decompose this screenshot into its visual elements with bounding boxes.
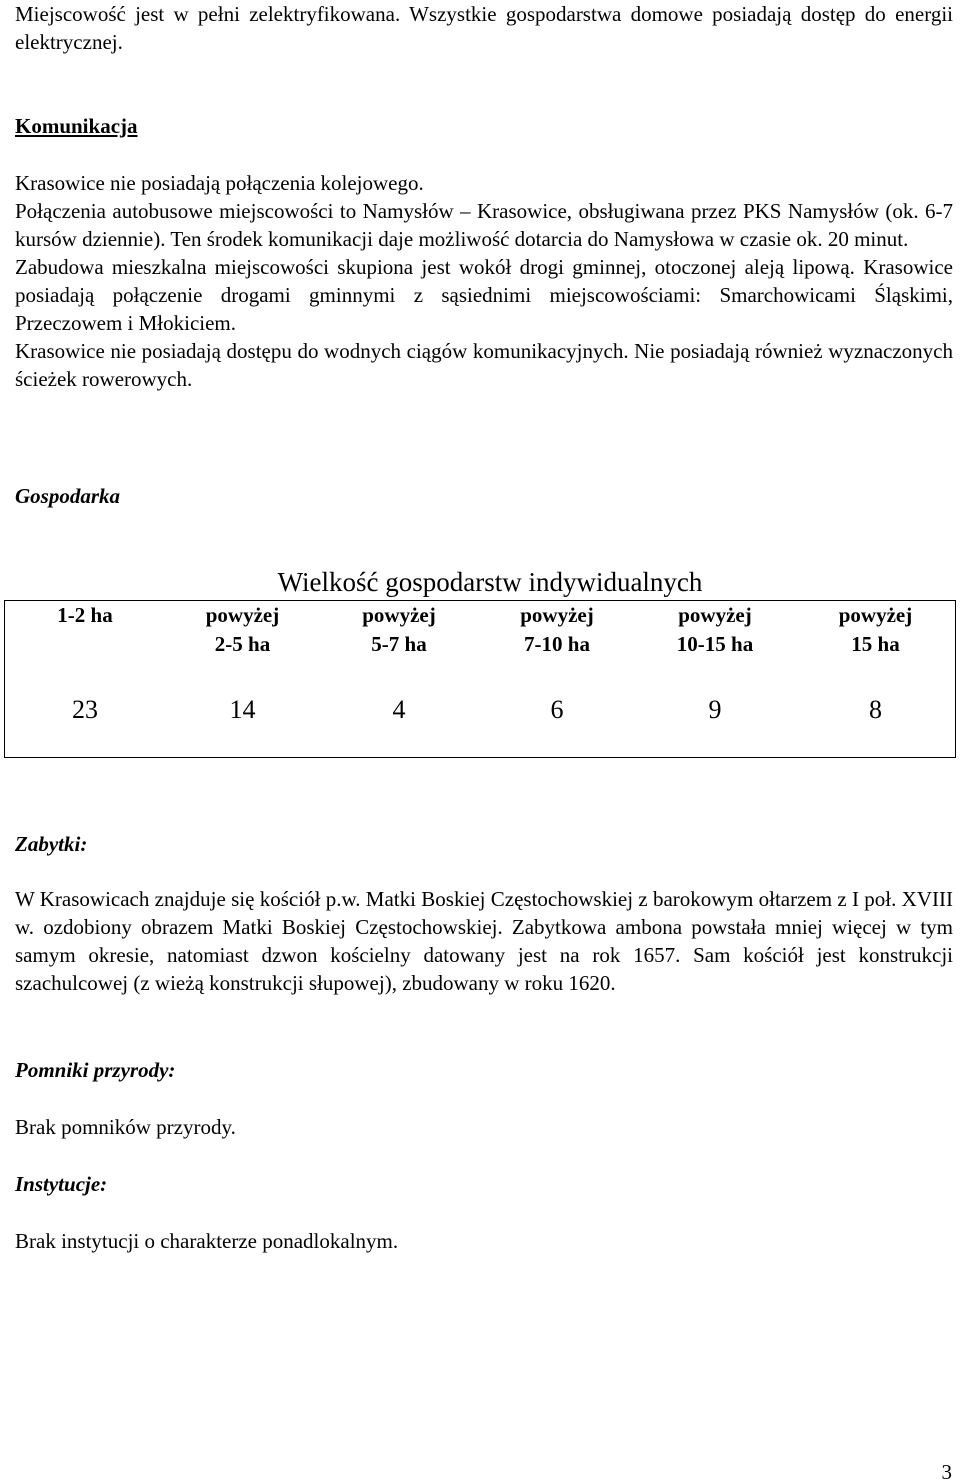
farm-size-table	[4, 565, 956, 759]
gospodarka-heading	[15, 482, 953, 510]
electricity-section	[15, 0, 953, 56]
instytucje-section	[15, 1227, 953, 1255]
instytucje-paragraph: Brak instytucji o charakterze ponadlokalnym.	[15, 1229, 399, 1253]
zabytki-title: Zabytki:	[15, 832, 88, 856]
gospodarka-title: Gospodarka	[15, 484, 121, 508]
page-number: 3	[941, 1460, 952, 1484]
table-cell: 23	[72, 695, 98, 724]
column-header-line2: 5-7 ha	[371, 632, 427, 656]
column-header	[636, 601, 794, 659]
zabytki-section	[15, 885, 953, 997]
column-header-line2: 10-15 ha	[676, 632, 754, 656]
column-header-line1: powyżej	[838, 603, 913, 627]
pomniki-section	[15, 1113, 953, 1141]
column-header-line1: powyżej	[362, 603, 436, 627]
column-header-line1: 1-2 ha	[57, 603, 113, 627]
farm-table-title: Wielkość gospodarstw indywidualnych	[277, 567, 703, 597]
column-header	[478, 601, 636, 659]
zabytki-heading	[15, 830, 953, 858]
pomniki-paragraph: Brak pomników przyrody.	[15, 1115, 236, 1139]
bus-paragraph: Połączenia autobusowe miejscowości to Namysłów – Krasowice, obsługiwana przez PKS Namysłów (ok. 6-7 kursów dziennie). Ten środek komunikacji daje możliwość dotarcia do Namysłowa w czasie ok. 20 minut.	[15, 199, 953, 251]
column-header-line2: 2-5 ha	[214, 632, 271, 656]
rail-paragraph: Krasowice nie posiadają połączenia kolejowego.	[15, 171, 424, 195]
komunikacja-title: Komunikacja	[15, 114, 138, 138]
column-header-line2: 7-10 ha	[524, 632, 590, 656]
table-cell: 14	[229, 695, 256, 724]
instytucje-title: Instytucje:	[15, 1172, 108, 1196]
table-cell: 8	[869, 695, 882, 724]
table-cell: 6	[550, 695, 564, 724]
farm-table-header	[5, 601, 955, 659]
table-cell: 4	[392, 695, 406, 724]
farm-table-box	[4, 600, 956, 758]
pomniki-heading	[15, 1056, 953, 1084]
komunikacja-heading	[15, 112, 953, 140]
pomniki-title: Pomniki przyrody:	[15, 1058, 176, 1082]
column-header	[165, 601, 320, 659]
table-cell: 9	[708, 695, 722, 724]
column-header-line1: powyżej	[520, 603, 594, 627]
column-header-line2: 15 ha	[851, 632, 900, 656]
waterways-paragraph: Krasowice nie posiadają dostępu do wodnych ciągów komunikacyjnych. Nie posiadają również wyznaczonych ścieżek rowerowych.	[15, 339, 953, 391]
column-header	[320, 601, 478, 659]
column-header	[794, 601, 957, 659]
komunikacja-section	[15, 169, 953, 393]
column-header-line1: powyżej	[678, 603, 752, 627]
zabytki-paragraph: W Krasowicach znajduje się kościół p.w. Matki Boskiej Częstochowskiej z barokowym ołtarzem z I poł. XVIII w. ozdobiony obrazem Matki Boskiej Częstochowskiej. Zabytkowa ambona powstała mniej więcej w tym samym okresie, natomiast dzwon kościelny datowany jest na rok 1657. Sam kościół jest konstrukcji szachulcowej (z wieżą konstrukcji słupowej), zbudowany w roku 1620.	[15, 887, 953, 995]
electricity-paragraph: Miejscowość jest w pełni zelektryfikowana. Wszystkie gospodarstwa domowe posiadają dostęp do energii elektrycznej.	[15, 2, 953, 54]
column-header	[5, 601, 165, 659]
instytucje-heading	[15, 1170, 953, 1198]
farm-table-values	[5, 693, 955, 727]
column-header-line1: powyżej	[205, 603, 280, 627]
settlement-paragraph: Zabudowa mieszkalna miejscowości skupiona jest wokół drogi gminnej, otoczonej aleją lipową. Krasowice posiadają połączenie drogami gminnymi z sąsiednimi miejscowościami: Smarchowicami Śląskimi, Przeczowem i Młokiciem.	[15, 255, 953, 335]
